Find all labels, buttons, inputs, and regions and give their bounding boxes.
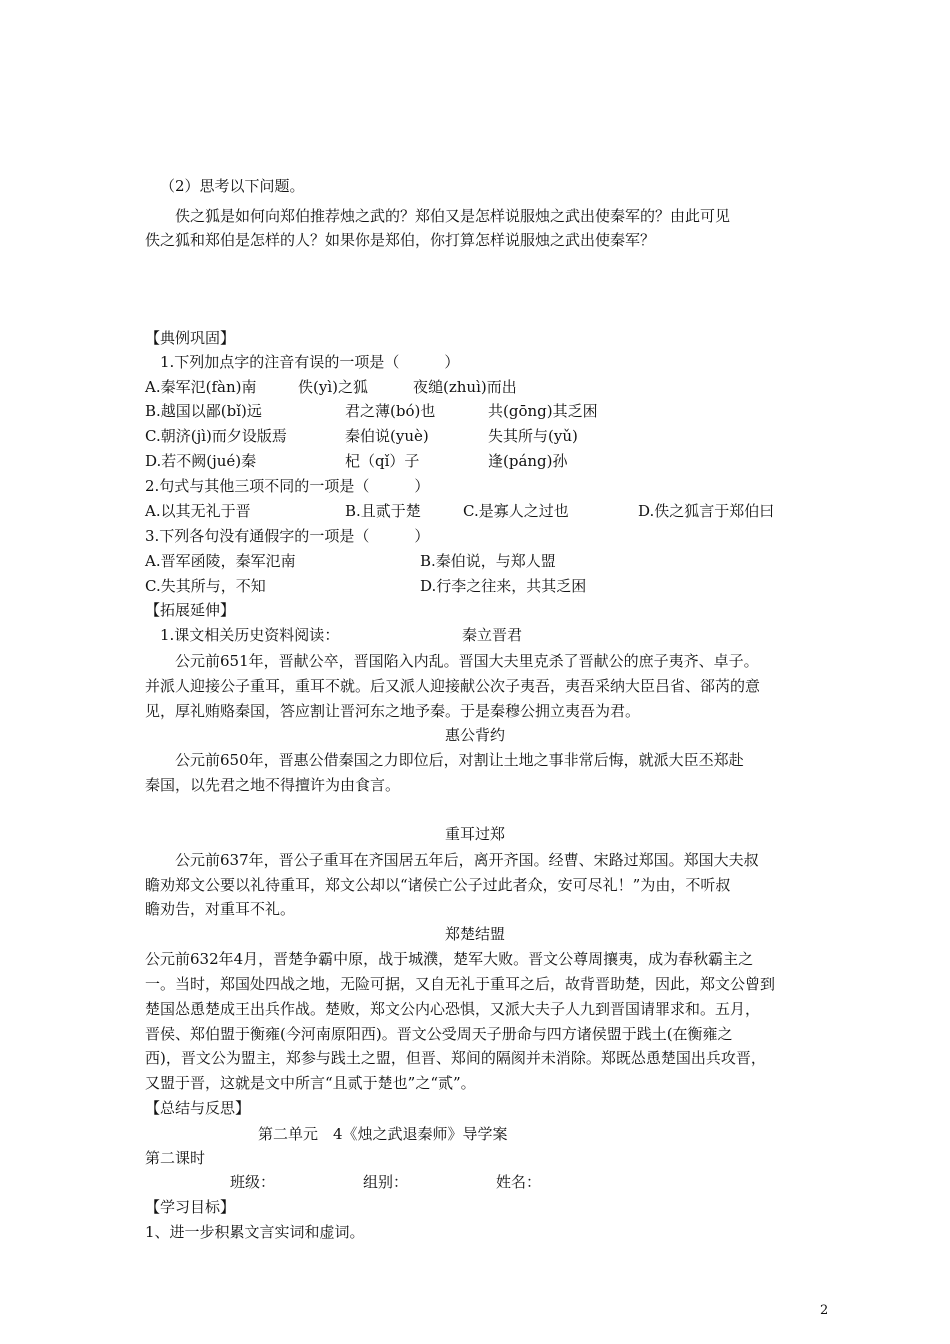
heading-examples: 【典例巩固】 xyxy=(145,329,236,347)
unit-title: 第二单元 4《烛之武退秦师》导学案 xyxy=(258,1125,508,1143)
heading-extension: 【拓展延伸】 xyxy=(145,601,236,619)
reading-title-2: 惠公背约 xyxy=(444,726,505,744)
question-2: 2.句式与其他三项不同的一项是（ ） xyxy=(145,477,430,495)
think-question-line: 佚之狐和郑伯是怎样的人？如果你是郑伯，你打算怎样说服烛之武出使秦军？ xyxy=(145,231,656,249)
reading-title-1: 秦立晋君 xyxy=(462,626,523,644)
section-think-heading: （2）思考以下问题。 xyxy=(160,177,305,195)
question-3: 3.下列各句没有通假字的一项是（ ） xyxy=(145,527,430,545)
extension-item-1: 1.课文相关历史资料阅读： xyxy=(160,626,340,644)
reading-title-3: 重耳过郑 xyxy=(444,825,505,843)
goal-item-1: 1、进一步积累文言实词和虚词。 xyxy=(145,1223,365,1241)
think-question-line: 佚之狐是如何向郑伯推荐烛之武的？郑伯又是怎样说服烛之武出使秦军的？由此可见 xyxy=(175,207,731,225)
reading-title-4: 郑楚结盟 xyxy=(444,925,505,943)
question-1: 1.下列加点字的注音有误的一项是（ ） xyxy=(160,353,460,371)
lesson-label: 第二课时 xyxy=(145,1149,206,1167)
heading-goals: 【学习目标】 xyxy=(145,1198,236,1216)
page-number: 2 xyxy=(820,1303,829,1318)
heading-summary: 【总结与反思】 xyxy=(145,1099,251,1117)
